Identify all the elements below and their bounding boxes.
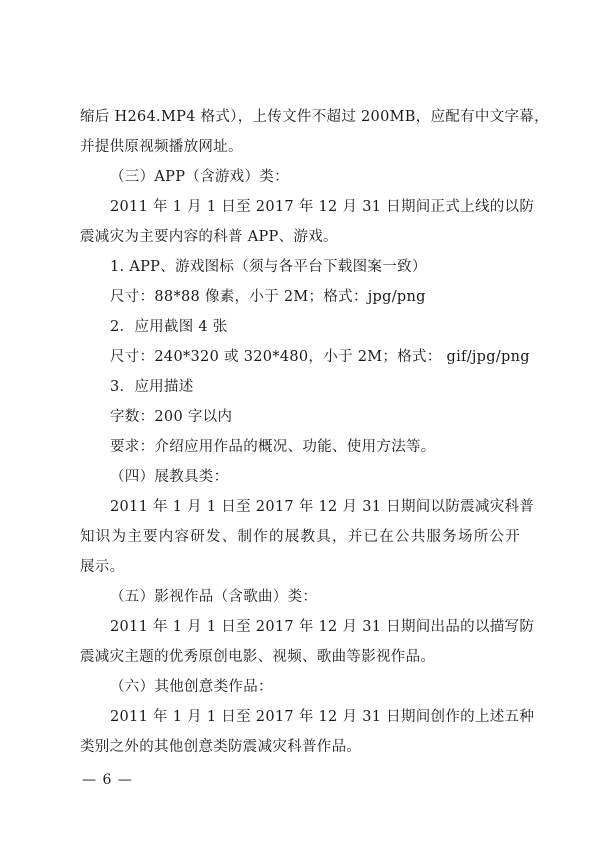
list-item-description: 3．应用描述: [110, 379, 194, 395]
spec-line: 尺寸：240*320 或 320*480，小于 2M；格式： gif/jpg/png: [110, 349, 530, 365]
section-heading-app: （三）APP（含游戏）类：: [110, 169, 289, 185]
paragraph-line: 震减灾为主要内容的科普 APP、游戏。: [80, 229, 338, 245]
paragraph-line: 缩后 H264.MP4 格式），上传文件不超过 200MB，应配有中文字幕，: [80, 109, 549, 125]
list-item-app-icon: 1. APP、游戏图标（须与各平台下载图案一致）: [110, 259, 427, 275]
paragraph-line: 2011 年 1 月 1 日至 2017 年 12 月 31 日期间以防震减灾科普: [110, 499, 535, 515]
paragraph-line: 展示。: [80, 559, 125, 575]
paragraph-line: 知识为主要内容研发、制作的展教具，并已在公共服务场所公开: [80, 529, 520, 545]
section-heading-other: （六）其他创意类作品：: [110, 679, 273, 695]
spec-line: 字数：200 字以内: [110, 409, 233, 425]
page-number: — 6 —: [82, 772, 133, 788]
spec-line: 尺寸：88*88 像素，小于 2M；格式：jpg/png: [110, 289, 426, 305]
paragraph-line: 震减灾主题的优秀原创电影、视频、歌曲等影视作品。: [80, 649, 436, 665]
paragraph-line: 类别之外的其他创意类防震减灾科普作品。: [80, 739, 362, 755]
section-heading-exhibits: （四）展教具类：: [110, 469, 229, 485]
paragraph-line: 2011 年 1 月 1 日至 2017 年 12 月 31 日期间正式上线的以防: [110, 199, 535, 215]
paragraph-line: 2011 年 1 月 1 日至 2017 年 12 月 31 日期间创作的上述五种: [110, 709, 535, 725]
spec-line: 要求：介绍应用作品的概况、功能、使用方法等。: [110, 439, 436, 455]
paragraph-line: 并提供原视频播放网址。: [80, 139, 243, 155]
section-heading-film: （五）影视作品（含歌曲）类：: [110, 589, 318, 605]
paragraph-line: 2011 年 1 月 1 日至 2017 年 12 月 31 日期间出品的以描写防: [110, 619, 535, 635]
list-item-screenshots: 2．应用截图 4 张: [110, 319, 228, 335]
